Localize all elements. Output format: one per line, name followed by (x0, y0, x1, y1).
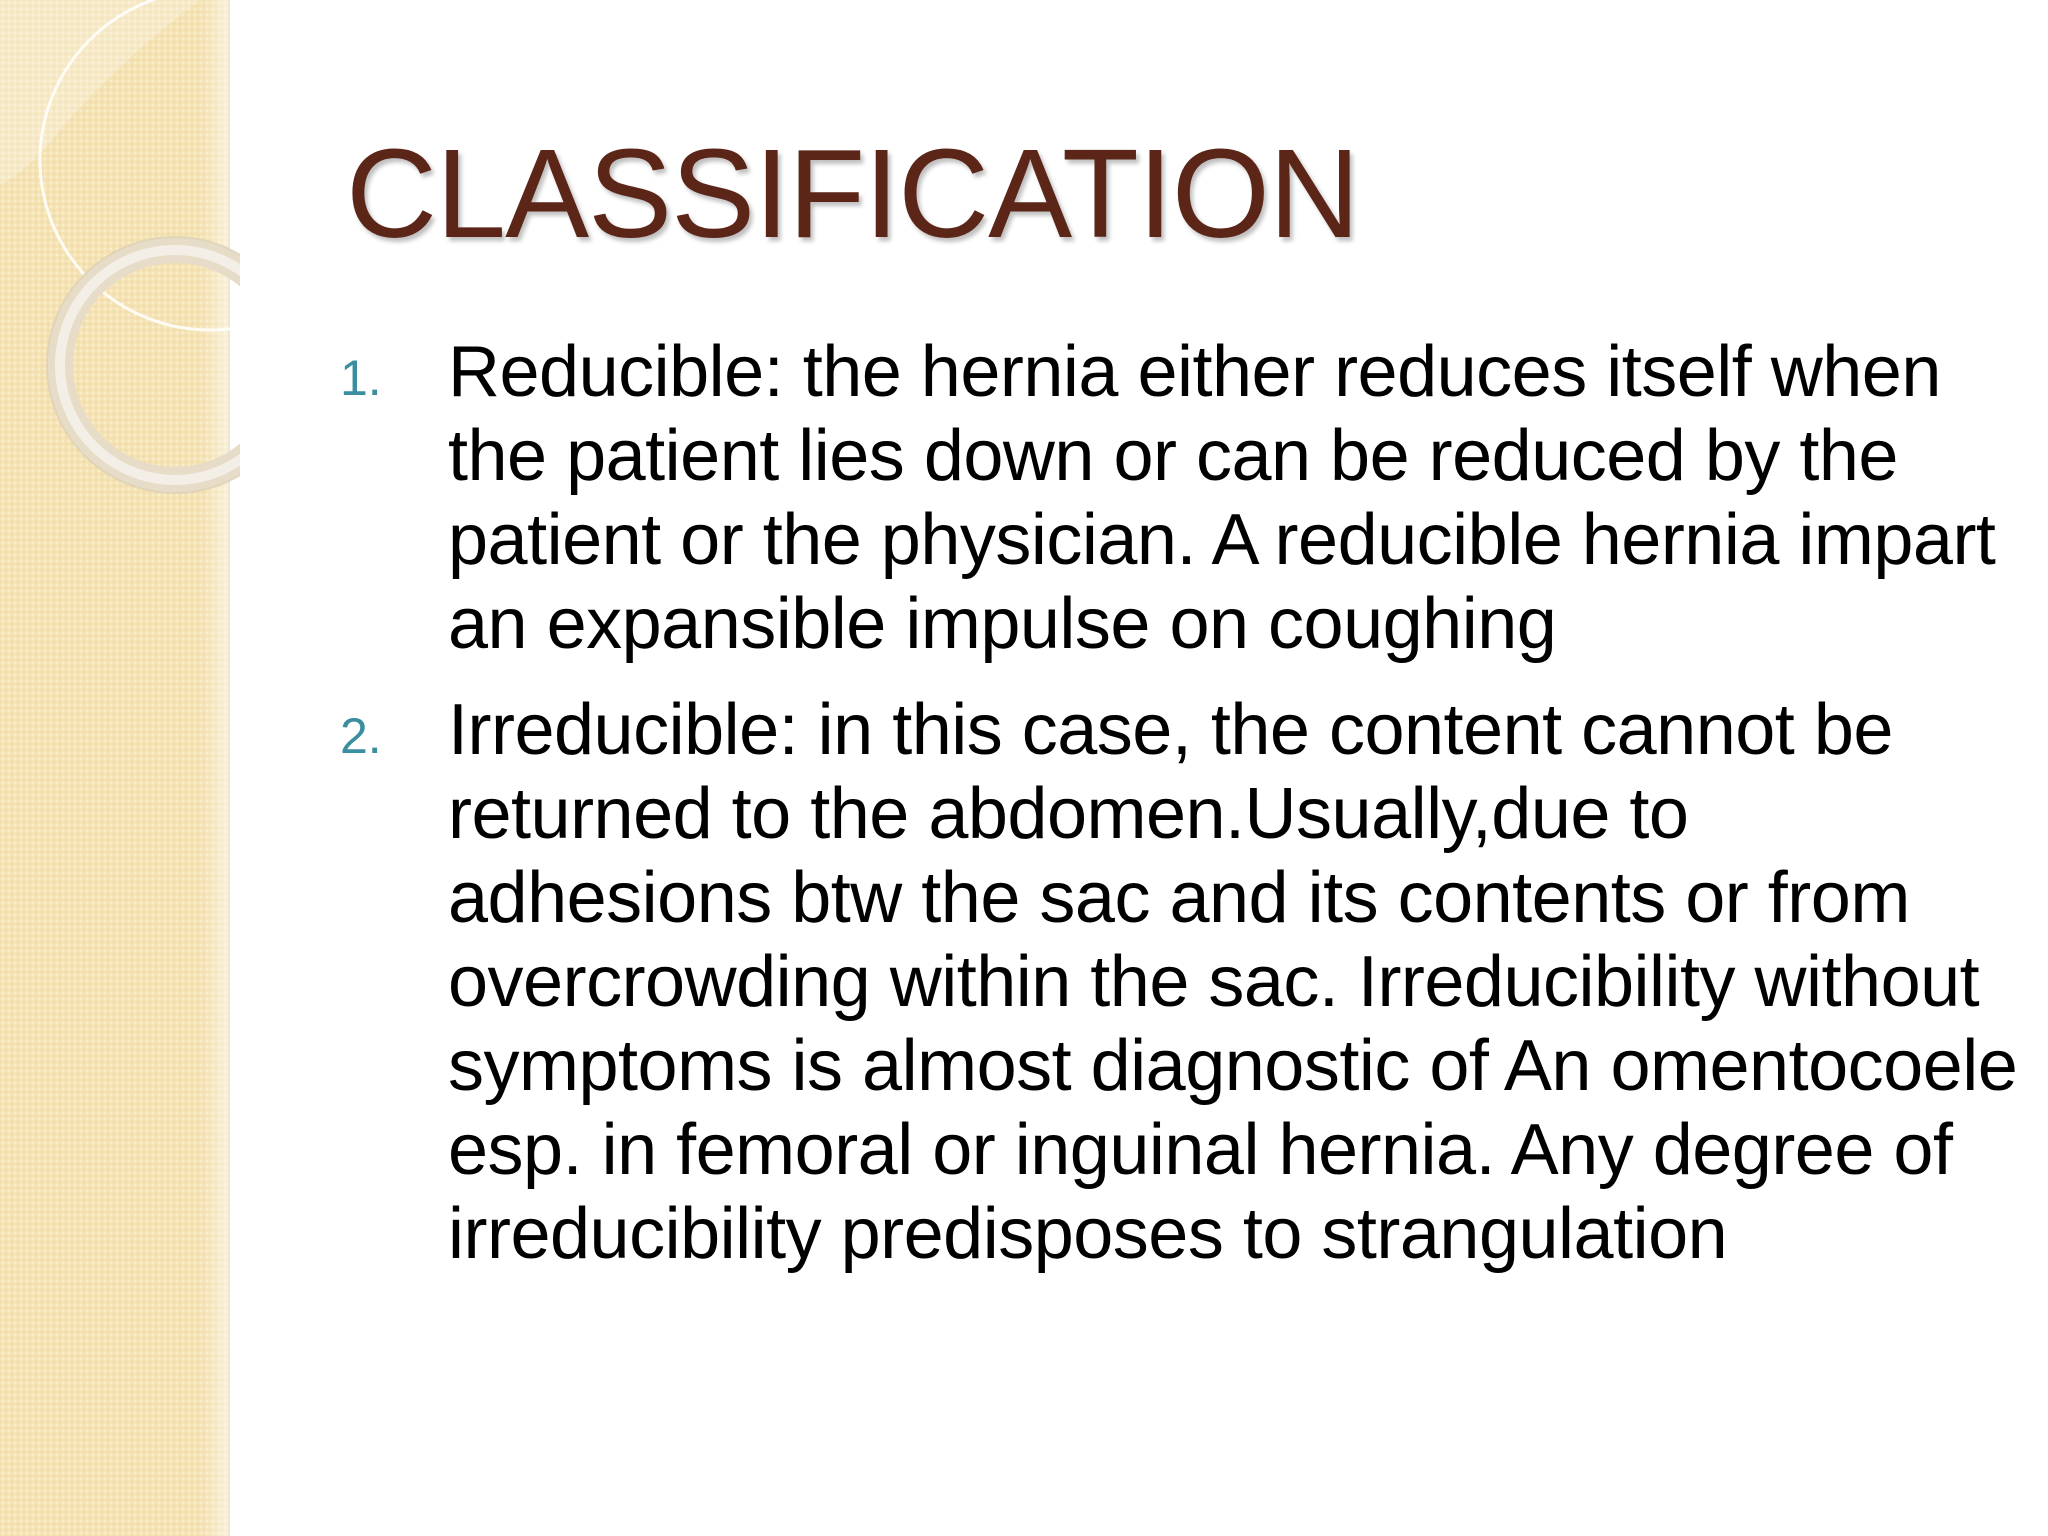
list-item-text: Irreducible: in this case, the content cannot be returned to the abdomen.Usually,due to adhesions btw the sac and its contents or from overcrowding within the sac. Irreducibility without symptoms is almost diagnostic of An omentocoele esp. in femoral or inguinal hernia. Any degree of irreducibility predisposes to strangulation (448, 690, 2018, 1274)
list-item (340, 330, 2020, 666)
list-item-number: 1. (340, 350, 382, 406)
list-item-text: Reducible: the hernia either reduces itself when the patient lies down or can be reduced by the patient or the physician. A reducible hernia impart an expansible impulse on coughing (448, 332, 1996, 664)
list-item-number: 2. (340, 708, 382, 764)
classification-list (340, 330, 2020, 1298)
decorative-rings-icon (0, 0, 240, 500)
list-item (340, 688, 2020, 1276)
slide-title: CLASSIFICATION (346, 123, 1359, 264)
